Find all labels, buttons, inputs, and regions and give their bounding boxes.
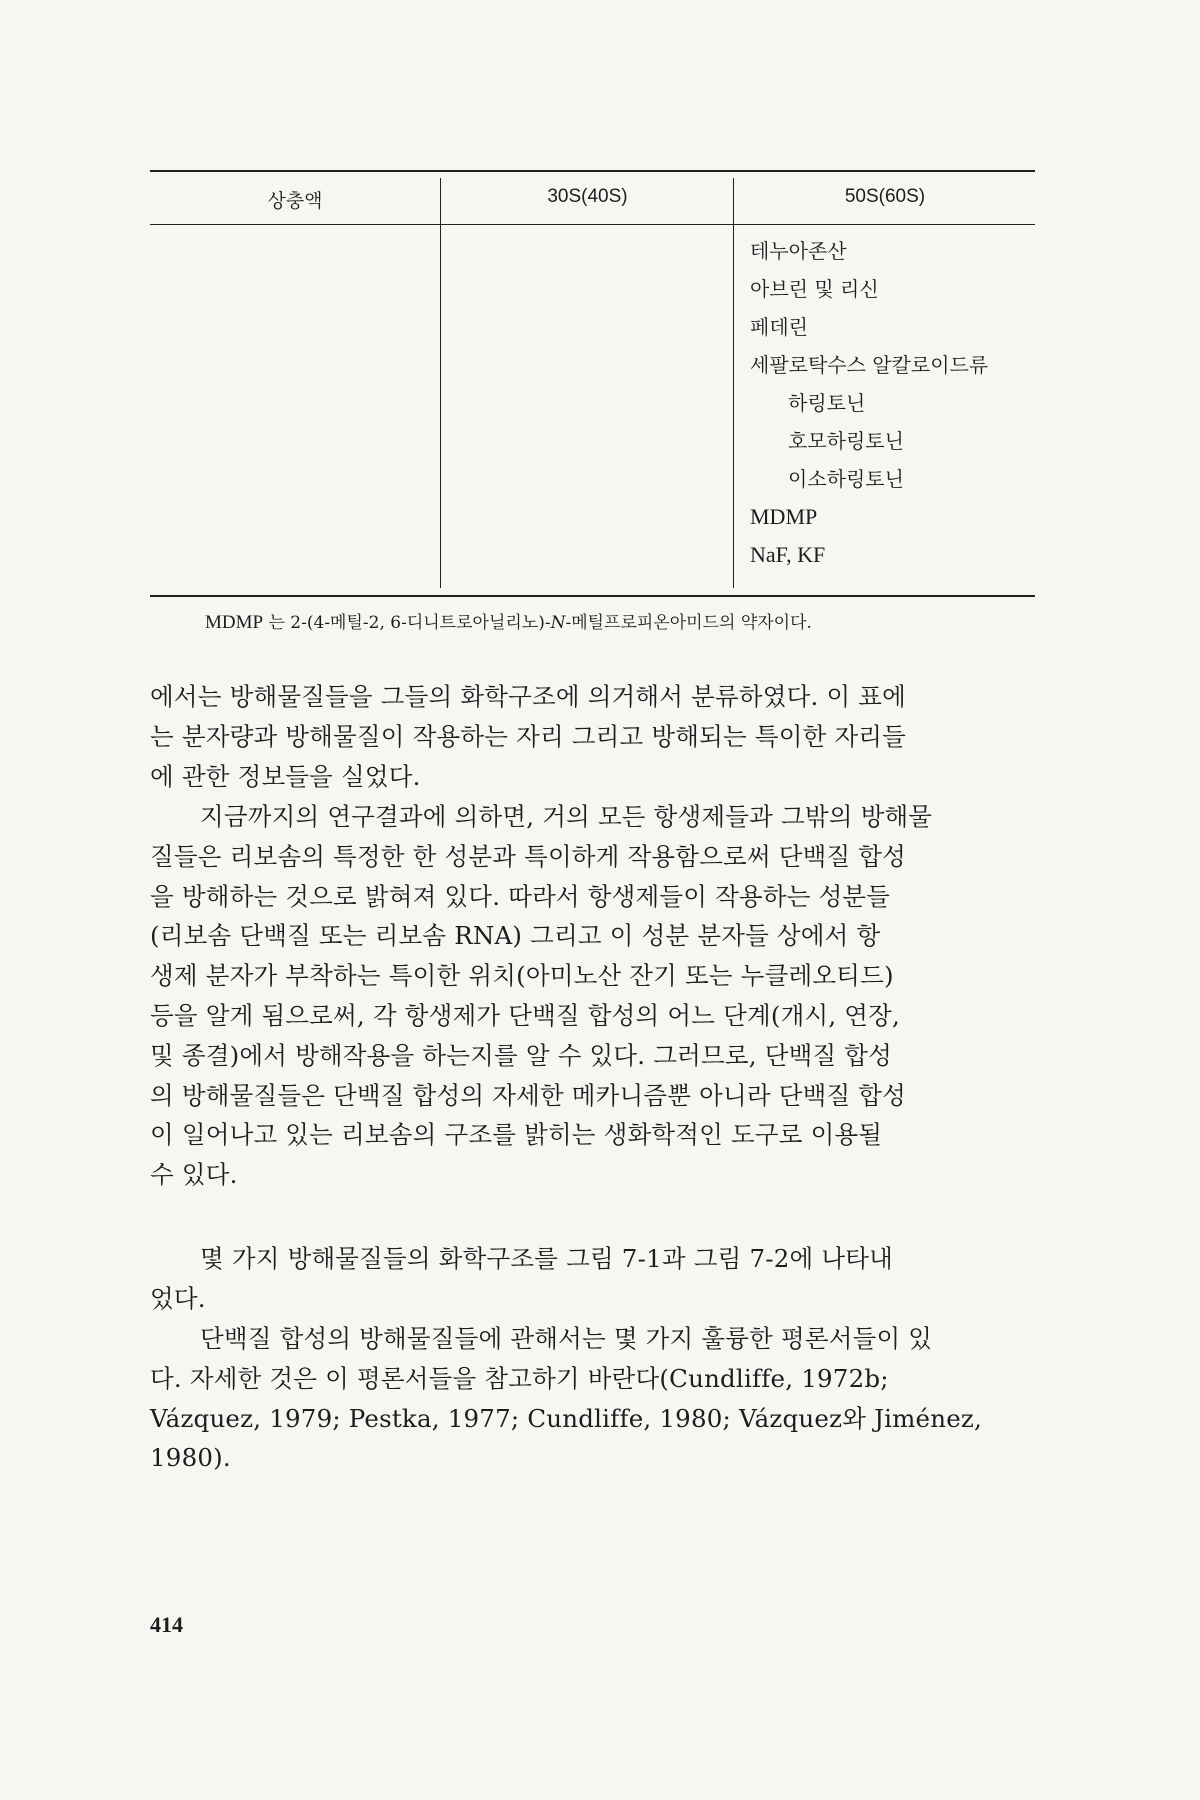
text-line: 에 관한 정보들을 실었다.	[150, 761, 421, 791]
table-cell: 호모하링토닌	[788, 429, 904, 453]
table-cell: MDMP	[750, 504, 818, 529]
table-cell: 페데린	[750, 315, 808, 339]
table-cell: 하링토닌	[788, 391, 866, 415]
table-cell: 세팔로탁수스 알칼로이드류	[750, 353, 989, 377]
footnote-abbr: MDMP	[205, 612, 264, 633]
text-line: 다. 자세한 것은 이 평론서들을 참고하기 바란다(Cundliffe, 1972b;	[150, 1363, 889, 1393]
paragraph-2	[150, 797, 1045, 1195]
text-line: 질들은 리보솜의 특정한 한 성분과 특이하게 작용함으로써 단백질 합성	[150, 841, 907, 871]
footnote-italic: N	[550, 613, 566, 633]
text-line: 수 있다.	[150, 1160, 238, 1190]
text-line: 에서는 방해물질들을 그들의 화학구조에 의거해서 분류하였다. 이 표에	[150, 682, 907, 711]
table-header-col1: 상충액	[267, 190, 323, 212]
text-line: 었다.	[150, 1283, 206, 1313]
table-cell: 테누아존산	[750, 239, 847, 263]
text-line: 생제 분자가 부착하는 특이한 위치(아미노산 잔기 또는 누클레오티드)	[150, 961, 894, 991]
table-header-col3: 50S(60S)	[844, 186, 926, 207]
table-bottom-rule	[150, 595, 1035, 597]
footnote-text: 는 2-(4-메틸-2, 6-디니트로아닐리노)-	[263, 613, 551, 633]
table-header-col2: 30S(40S)	[547, 186, 628, 207]
table-header-rule	[150, 224, 1035, 225]
table-cell: NaF, KF	[750, 542, 826, 567]
text-line: 1980).	[150, 1443, 231, 1473]
text-line: 단백질 합성의 방해물질들에 관해서는 몇 가지 훌륭한 평론서들이 있	[200, 1324, 933, 1353]
footnote-text: -메틸프로피온아미드의 약자이다.	[565, 613, 812, 633]
text-line: 몇 가지 방해물질들의 화학구조를 그림 7-1과 그림 7-2에 나타내	[200, 1244, 893, 1273]
table-cell: 이소하링토닌	[788, 467, 904, 491]
text-line: 이 일어나고 있는 리보솜의 구조를 밝히는 생화학적인 도구로 이용될	[150, 1120, 883, 1150]
text-line: 등을 알게 됨으로써, 각 항생제가 단백질 합성의 어느 단계(개시, 연장,	[150, 1000, 901, 1030]
paragraph-1	[150, 677, 1045, 796]
page-number: 414	[150, 1612, 183, 1637]
text-line: Vázquez, 1979; Pestka, 1977; Cundliffe, 1980; Vázquez와 Jiménez,	[150, 1403, 983, 1433]
text-line: 지금까지의 연구결과에 의하면, 거의 모든 항생제들과 그밖의 방해물	[200, 802, 933, 831]
table-column-divider-1	[440, 178, 441, 588]
text-line: 의 방해물질들은 단백질 합성의 자세한 메카니즘뿐 아니라 단백질 합성	[150, 1080, 907, 1110]
paragraph-3	[150, 1239, 1045, 1319]
table-column-divider-2	[733, 178, 734, 588]
paragraph-4	[150, 1319, 1045, 1478]
text-line: 및 종결)에서 방해작용을 하는지를 알 수 있다. 그러므로, 단백질 합성	[150, 1040, 893, 1070]
table-footnote	[205, 608, 1035, 634]
table-col3-list	[750, 232, 1035, 574]
text-line: 을 방해하는 것으로 밝혀져 있다. 따라서 항생제들이 작용하는 성분들	[150, 881, 891, 911]
text-line: (리보솜 단백질 또는 리보솜 RNA) 그리고 이 성분 분자들 상에서 항	[150, 921, 881, 951]
table-top-rule	[150, 170, 1035, 172]
table-cell: 아브린 및 리신	[750, 277, 879, 301]
text-line: 는 분자량과 방해물질이 작용하는 자리 그리고 방해되는 특이한 자리들	[150, 721, 907, 751]
